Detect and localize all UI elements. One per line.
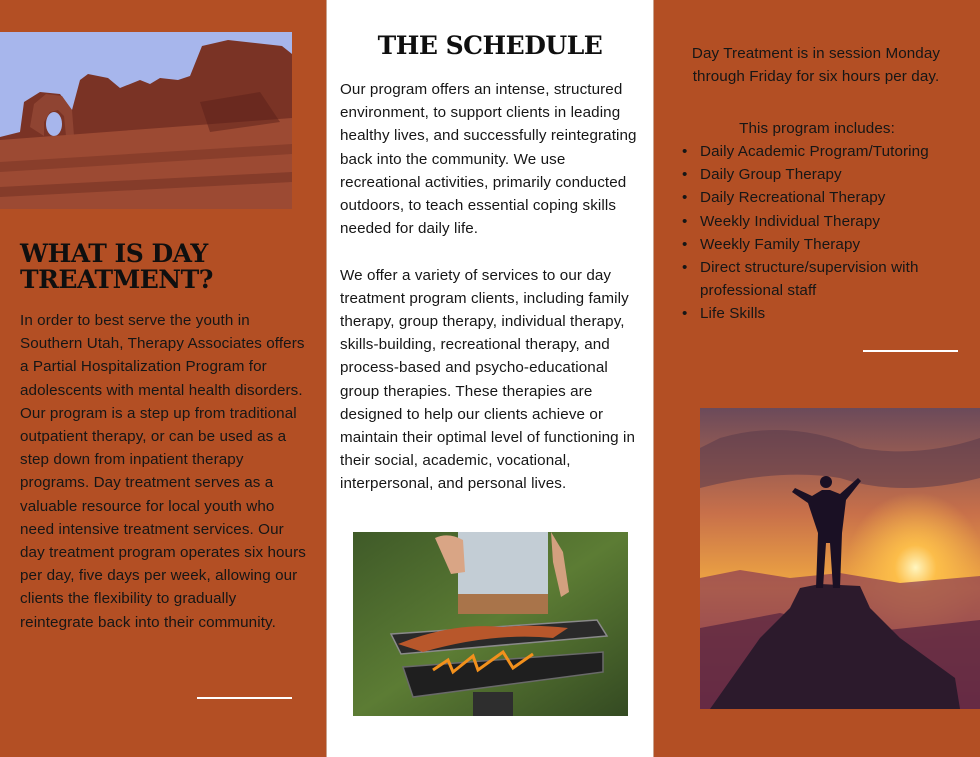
mountain-summit-icon	[700, 408, 980, 709]
session-info: Day Treatment is in session Monday through Friday for six hours per day.	[691, 45, 941, 86]
services-paragraph: We offer a variety of services to our day treatment program clients, including family therapy, group therapy, individual therapy, skills-building, recreational therapy, and process-based and psycho-educational group therapies. These therapies are designed to help our clients achieve or maintain their optimal level of functioning in their social, academic, vocational, interpersonal, and personal lives.	[340, 266, 636, 493]
middle-panel	[326, 0, 654, 757]
panel-fold-line	[326, 0, 327, 757]
list-item: • Weekly Family Therapy	[680, 233, 974, 256]
panel-fold-line	[653, 0, 654, 757]
program-includes-list	[680, 140, 974, 326]
desert-arch-photo	[0, 32, 292, 209]
mountain-summit-sunset-photo	[700, 408, 980, 709]
schedule-paragraph: Our program offers an intense, structured environment, to support clients in leading healthy lives, and successfully reintegrating back into the community. We use recreational activities, primarily conducted outdoors, to teach essential coping skills needed for daily life.	[340, 81, 637, 238]
barbecue-grill-photo	[353, 532, 628, 716]
what-is-day-treatment-heading: WHAT IS DAY TREATMENT?	[20, 239, 213, 294]
desert-arch-icon	[0, 32, 292, 209]
schedule-body	[340, 78, 646, 519]
decorative-divider	[863, 350, 958, 352]
day-treatment-description: In order to best serve the youth in Southern Utah, Therapy Associates offers a Partial Hospitalization Program for adolescents with mental health disorders. Our program is a step up from traditional outpatient therapy, or can be used as a step down from inpatient therapy programs. Day treatment serves as a valuable resource for local youth who need intensive treatment services. Our day treatment program operates six hours per day, five days per week, allowing our clients the flexibility to gradually reintegrate back into their community.	[20, 312, 306, 631]
right-panel	[654, 0, 980, 757]
barbecue-grill-icon	[353, 532, 628, 716]
list-item: • Daily Group Therapy	[680, 163, 974, 186]
program-includes-label: This program includes:	[739, 120, 895, 137]
list-item: • Direct structure/supervision with professional staff	[680, 256, 974, 302]
schedule-heading: THE SCHEDULE	[377, 31, 603, 60]
list-item: • Life Skills	[680, 302, 974, 325]
list-item: • Weekly Individual Therapy	[680, 210, 974, 233]
list-item: • Daily Academic Program/Tutoring	[680, 140, 974, 163]
list-item: • Daily Recreational Therapy	[680, 186, 974, 209]
left-panel	[0, 0, 326, 757]
decorative-divider	[197, 697, 292, 699]
